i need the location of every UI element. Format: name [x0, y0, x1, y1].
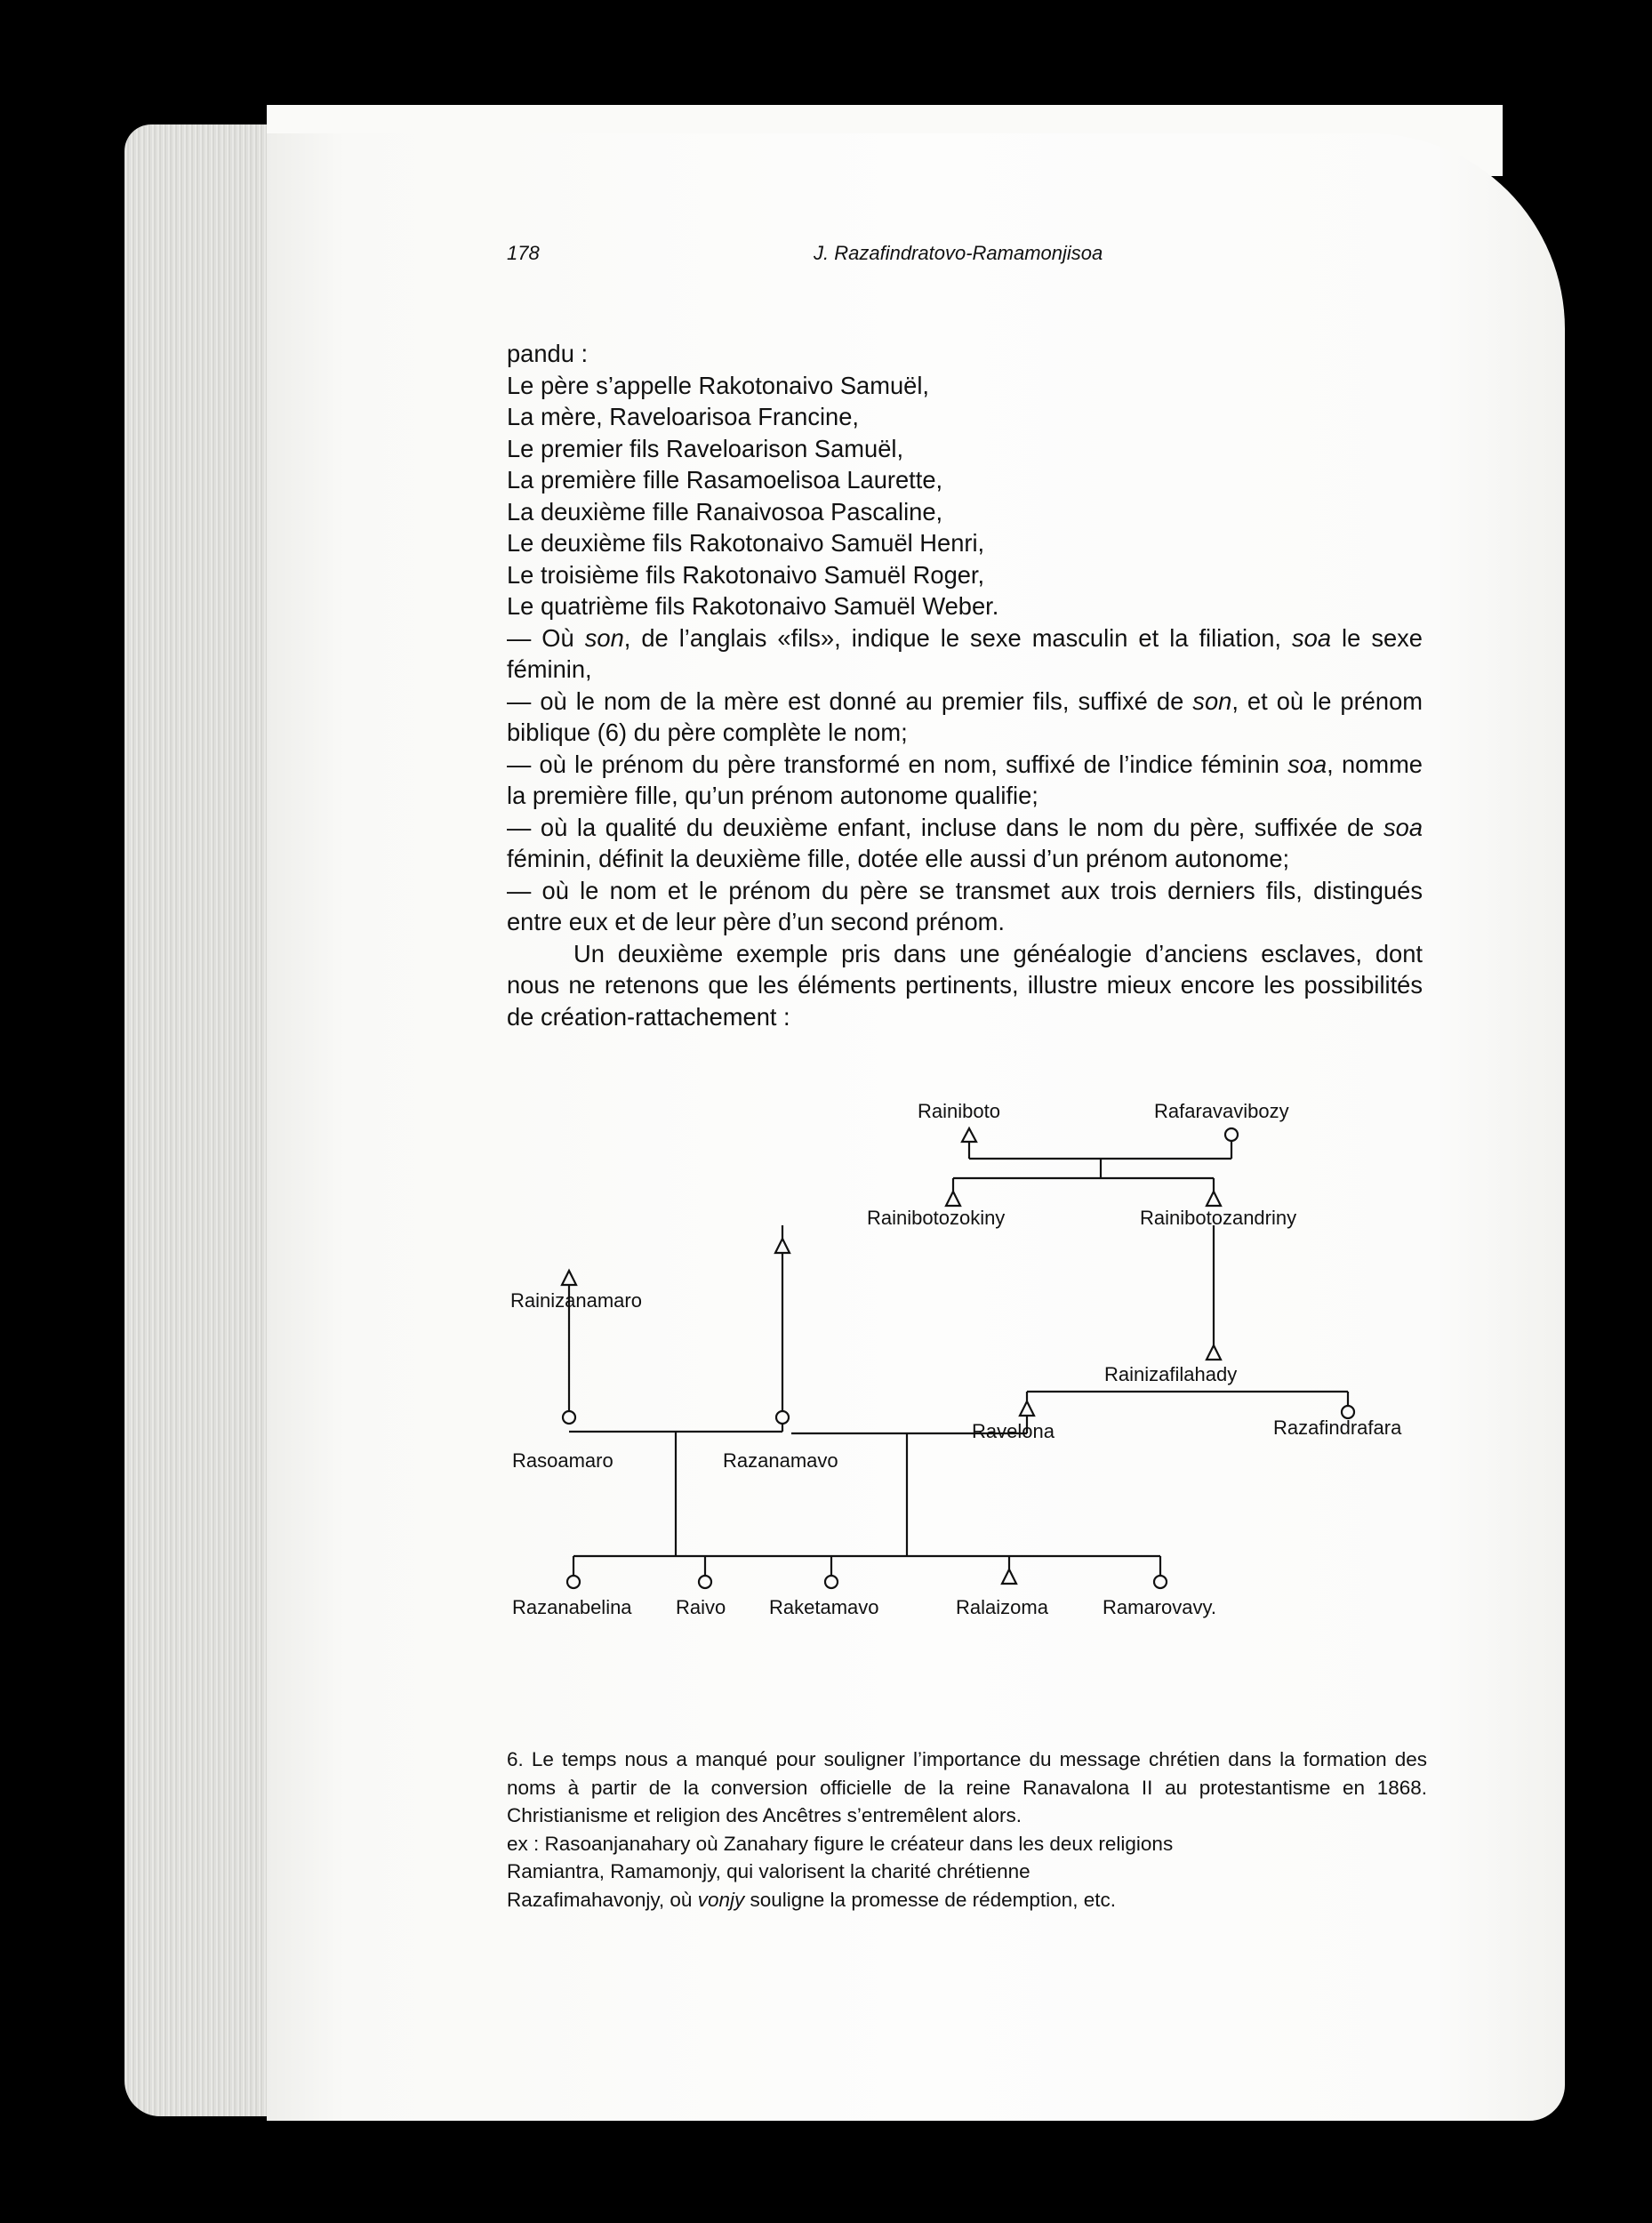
label-rasoamaro: Rasoamaro: [512, 1449, 613, 1472]
family-line-5: La deuxième fille Ranaivosoa Pascaline,: [507, 497, 943, 526]
raivo-female-symbol: [699, 1576, 711, 1588]
label-razafindrafara: Razafindrafara: [1273, 1416, 1402, 1439]
rainibotozokiny-male-symbol: [946, 1192, 960, 1206]
running-header: [507, 242, 1423, 274]
footnote-example-3: Razafimahavonjy, où vonjy souligne la promesse de rédemption, etc.: [507, 1888, 1116, 1911]
paragraph-first-son: — où le nom de la mère est donné au premier fils, suffixé de son, et où le prénom biblique (6) du père complète le nom;: [507, 686, 1423, 746]
label-rainizafilahady: Rainizafilahady: [1104, 1363, 1238, 1385]
label-razanabelina: Razanabelina: [512, 1596, 632, 1618]
label-rainibotozandriny: Rainibotozandriny: [1140, 1207, 1297, 1229]
intro-line: pandu :: [507, 340, 589, 367]
paragraph-son-soa: — Où son, de l’anglais «fils», indique le sexe masculin et la filiation, soa le sexe féminin,: [507, 623, 1423, 683]
label-rainizanamaro: Rainizanamaro: [510, 1289, 642, 1312]
label-razanamavo: Razanamavo: [723, 1449, 838, 1472]
label-rafaravavibozy: Rafaravavibozy: [1154, 1100, 1289, 1122]
label-raketamavo: Raketamavo: [769, 1596, 879, 1618]
ralaizoma-male-symbol: [1002, 1569, 1016, 1584]
rafaravavibozy-female-symbol: [1225, 1128, 1238, 1141]
footnote-6: [507, 1745, 1427, 1914]
rainizanamaro-branch-male-symbol: [775, 1239, 790, 1253]
label-ravelona: Ravelona: [972, 1420, 1055, 1442]
rainibotozandriny-male-symbol: [1207, 1192, 1221, 1206]
family-line-1: Le père s’appelle Rakotonaivo Samuël,: [507, 371, 929, 399]
footnote-text: 6. Le temps nous a manqué pour souligner l’importance du message chrétien dans la formation des noms à partir de la conversion officielle de la reine Ranavalona II au protestantisme en 1868. Christianisme et religion des Ancêtres s’entremêlent alors.: [507, 1748, 1427, 1826]
rainiboto-male-symbol: [962, 1128, 976, 1142]
ramarovavy-female-symbol: [1154, 1576, 1167, 1588]
raketamavo-female-symbol: [825, 1576, 838, 1588]
family-line-8: Le quatrième fils Rakotonaivo Samuël Weber.: [507, 592, 999, 620]
paragraph-second-daughter: — où la qualité du deuxième enfant, incluse dans le nom du père, suffixée de soa féminin, définit la deuxième fille, dotée elle aussi d’un prénom autonome;: [507, 813, 1423, 872]
label-ralaizoma: Ralaizoma: [956, 1596, 1048, 1618]
family-line-3: Le premier fils Raveloarison Samuël,: [507, 434, 904, 462]
running-author: J. Razafindratovo-Ramamonjisoa: [814, 242, 1103, 264]
paragraph-second-example: Un deuxième exemple pris dans une généalogie d’anciens esclaves, dont nous ne retenons que les éléments pertinents, illustre mieux encore les possibilités de création-rattachement :: [507, 939, 1423, 1031]
label-raivo: Raivo: [676, 1596, 726, 1618]
paragraph-first-daughter: — où le prénom du père transformé en nom, suffixé de l’indice féminin soa, nomme la première fille, qu’un prénom autonome qualifie;: [507, 750, 1423, 809]
genealogy-diagram: [507, 1089, 1440, 1641]
razanabelina-female-symbol: [567, 1576, 580, 1588]
paragraph-last-sons: — où le nom et le prénom du père se transmet aux trois derniers fils, distingués entre eux et de leur père d’un second prénom.: [507, 876, 1423, 935]
genealogy-lines: [507, 1089, 1440, 1641]
rainizafilahady-male-symbol: [1207, 1345, 1221, 1360]
family-line-2: La mère, Raveloarisoa Francine,: [507, 403, 859, 430]
rainizanamaro-male-symbol: [562, 1271, 576, 1285]
label-ramarovavy: Ramarovavy.: [1103, 1596, 1216, 1618]
razanamavo-female-symbol: [776, 1411, 789, 1424]
family-line-7: Le troisième fils Rakotonaivo Samuël Roger,: [507, 560, 985, 589]
label-rainibotozokiny: Rainibotozokiny: [867, 1207, 1006, 1229]
rasoamaro-female-symbol: [563, 1411, 575, 1424]
ravelona-male-symbol: [1020, 1401, 1034, 1416]
family-line-4: La première fille Rasamoelisoa Laurette,: [507, 466, 943, 494]
label-rainiboto: Rainiboto: [918, 1100, 1000, 1122]
family-line-6: Le deuxième fils Rakotonaivo Samuël Henri,: [507, 529, 985, 557]
page-number: 178: [507, 242, 540, 264]
footnote-example-1: ex : Rasoanjanahary où Zanahary figure le créateur dans les deux religions: [507, 1832, 1174, 1855]
main-text: [507, 338, 1423, 1032]
footnote-example-2: Ramiantra, Ramamonjy, qui valorisent la charité chrétienne: [507, 1860, 1030, 1882]
